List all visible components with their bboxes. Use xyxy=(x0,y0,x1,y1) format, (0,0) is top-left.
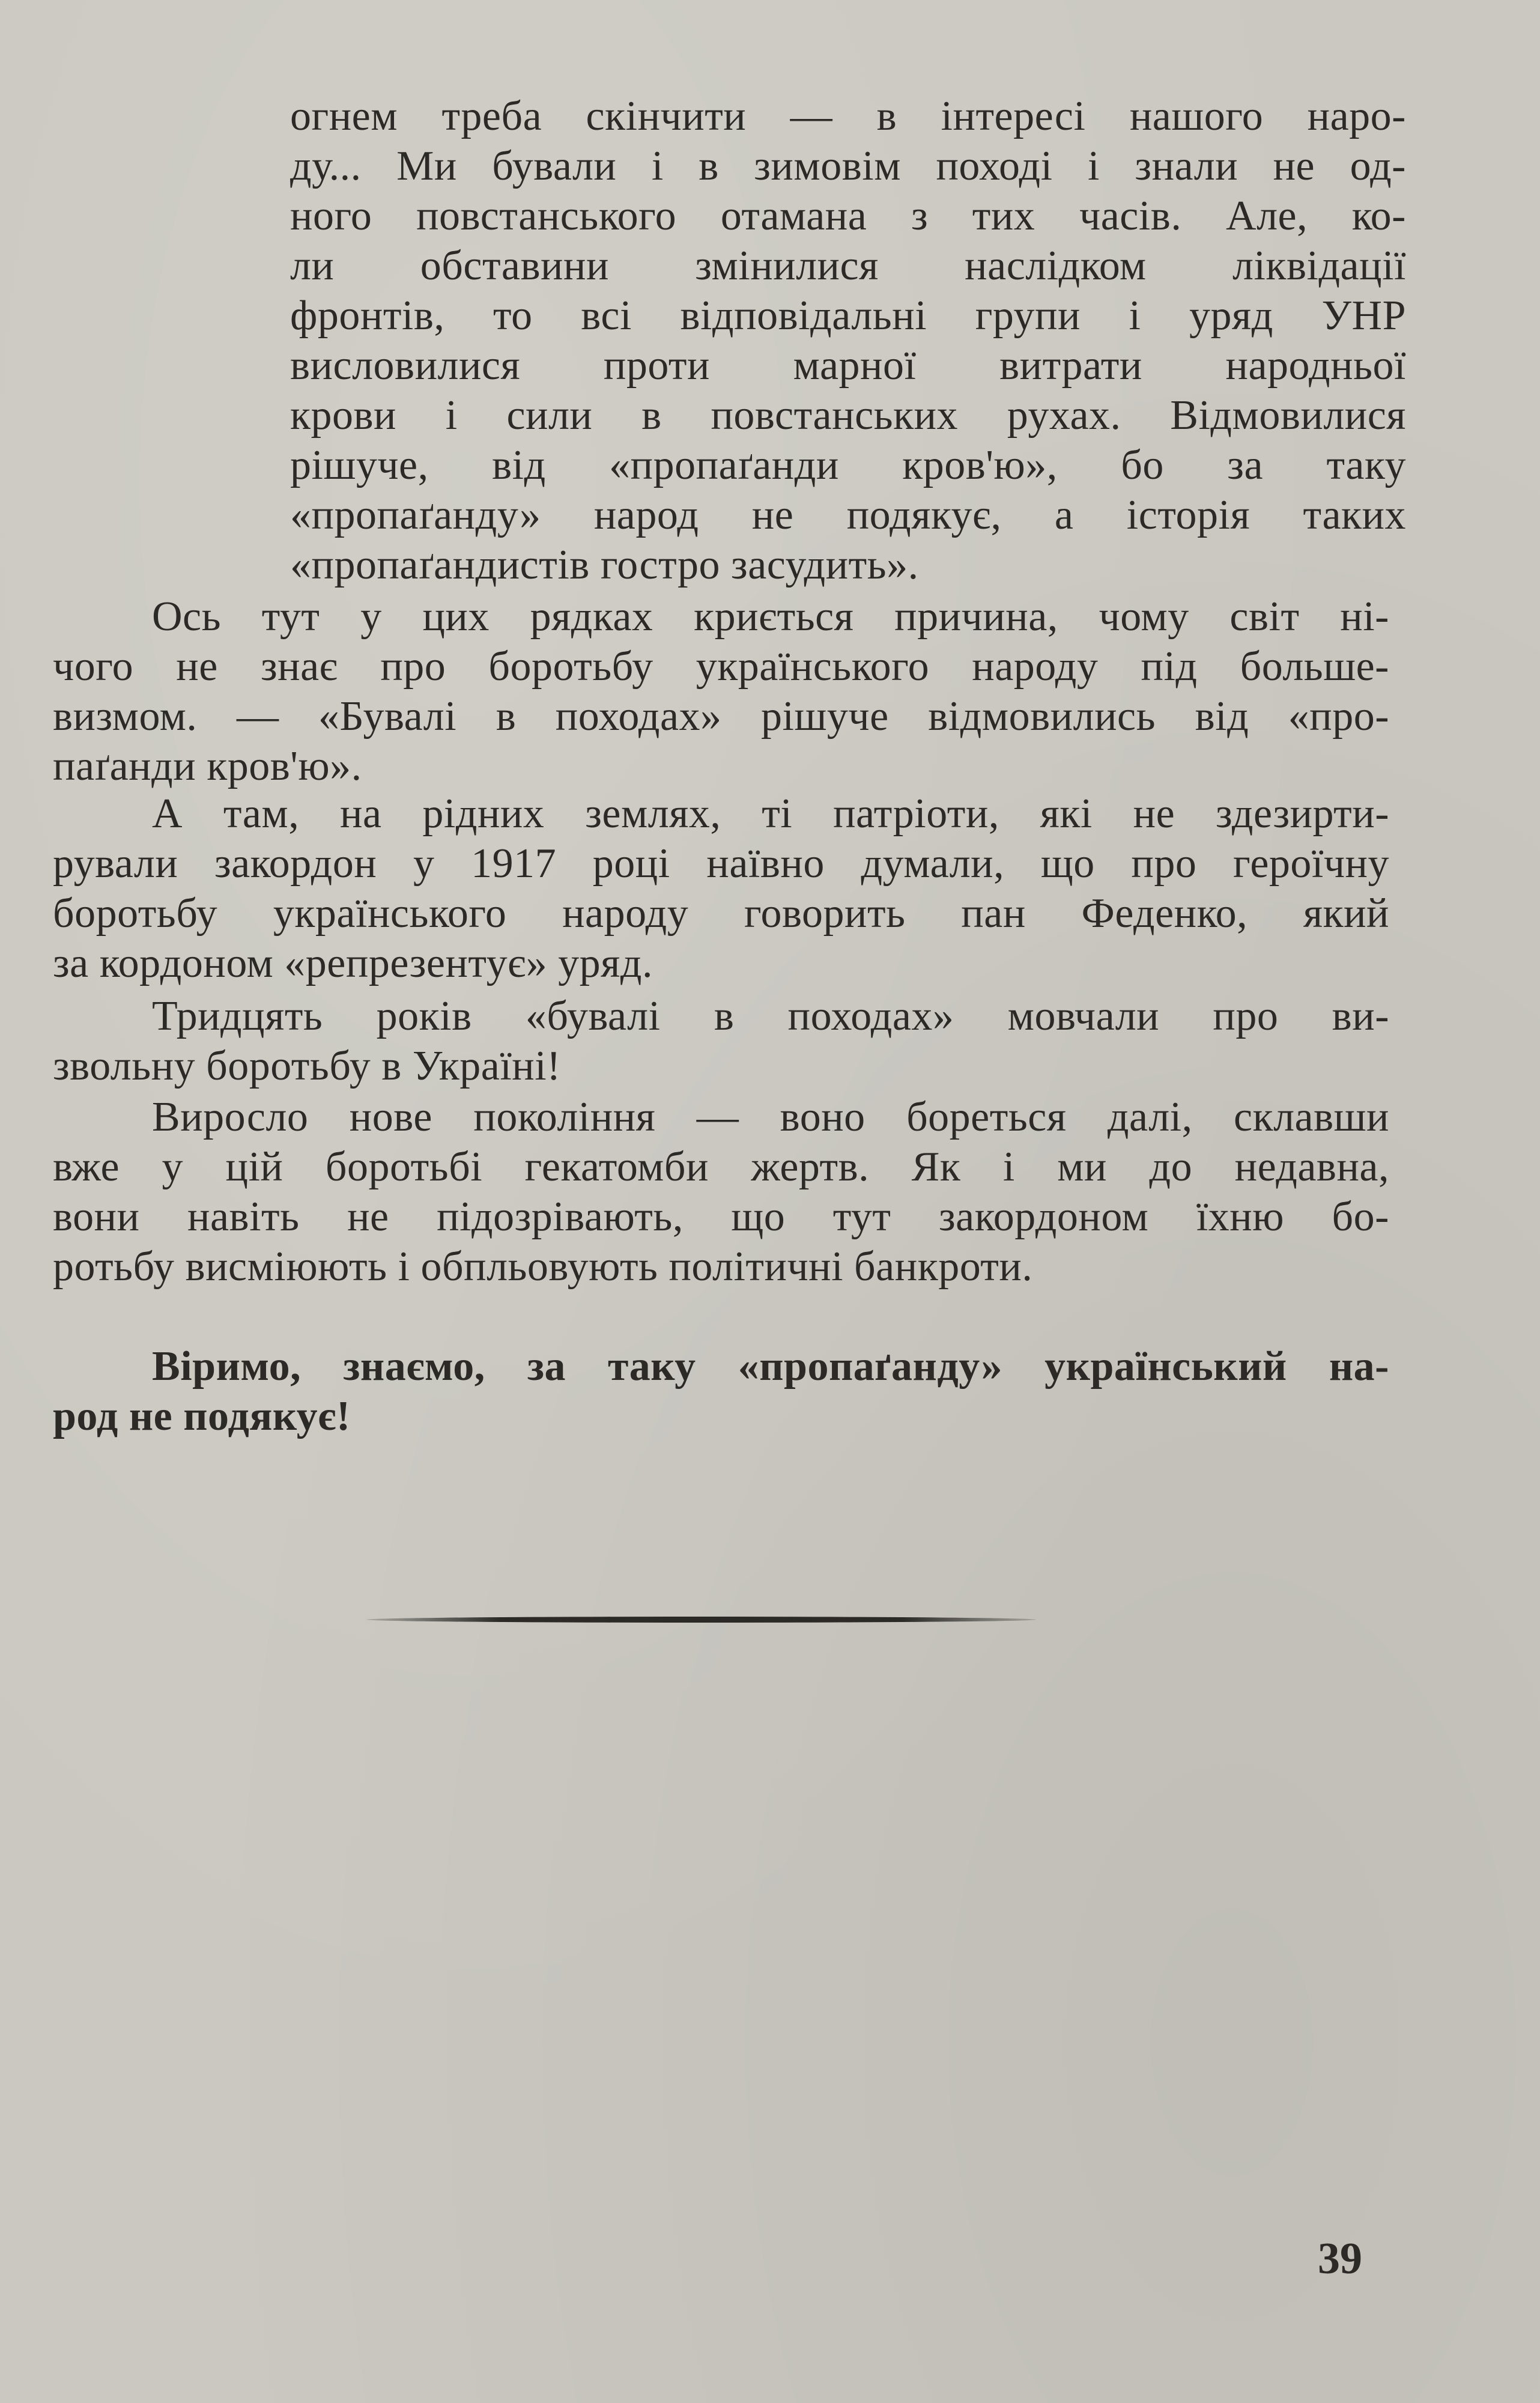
text-line: «пропаґандистів гостро засудить». xyxy=(290,542,919,588)
text-line: звольну боротьбу в Україні! xyxy=(53,1043,561,1089)
text-line: вже у цій боротьбі гекатомби жертв. Як і ми до недавна, xyxy=(53,1144,1389,1190)
text-line: «пропаґанду» народ не подякує, а історія таких xyxy=(290,492,1406,538)
text-line: ротьбу висміюють і обпльовують політичні банкроти. xyxy=(53,1244,1033,1290)
text-line: Виросло нове покоління — воно бореться далі, склавши xyxy=(152,1094,1389,1140)
text-line: ду... Ми бували і в зимовім поході і знали не од- xyxy=(290,143,1406,189)
text-line: Віримо, знаємо, за таку «пропаґанду» український на- xyxy=(152,1343,1389,1390)
text-line: ного повстанського отамана з тих часів. Але, ко- xyxy=(290,193,1406,239)
text-line: паґанди кров'ю». xyxy=(53,743,362,789)
text-line: Тридцять років «бувалі в походах» мовчали про ви- xyxy=(152,993,1389,1039)
text-line: Ось тут у цих рядках криється причина, чому світ ні- xyxy=(152,594,1389,640)
page-number: 39 xyxy=(1318,2234,1362,2283)
paragraph-5-bold xyxy=(53,1341,1389,1441)
paragraph-2 xyxy=(53,789,1389,988)
text-line: крови і сили в повстанських рухах. Відмовилися xyxy=(290,392,1406,439)
text-line: чого не знає про боротьбу українського народу під больше- xyxy=(53,643,1389,690)
text-line: огнем треба скінчити — в інтересі нашого наро- xyxy=(290,93,1406,139)
text-line: боротьбу українського народу говорить пан Феденко, який xyxy=(53,890,1389,937)
text-line: визмом. — «Бувалі в походах» рішуче відмовились від «про- xyxy=(53,693,1389,740)
text-line: ли обставини змінилися наслідком ліквідації xyxy=(290,243,1406,289)
paragraph-1 xyxy=(53,592,1389,791)
text-line: фронтів, то всі відповідальні групи і уряд УНР xyxy=(290,293,1406,339)
text-line: рішуче, від «пропаґанди кров'ю», бо за таку xyxy=(290,442,1406,488)
text-line: висловилися проти марної витрати народньої xyxy=(290,342,1406,389)
section-divider xyxy=(366,1617,1036,1623)
paragraph-3 xyxy=(53,991,1389,1091)
paragraph-4 xyxy=(53,1092,1389,1292)
text-line: род не подякує! xyxy=(53,1393,351,1439)
text-line: за кордоном «репрезентує» уряд. xyxy=(53,940,653,986)
text-line: вони навіть не підозрівають, що тут закордоном їхню бо- xyxy=(53,1194,1389,1240)
text-line: А там, на рідних землях, ті патріоти, які не здезирти- xyxy=(152,791,1389,837)
text-line: рували закордон у 1917 році наївно думали, що про героїчну xyxy=(53,840,1389,887)
quoted-passage xyxy=(290,91,1406,590)
